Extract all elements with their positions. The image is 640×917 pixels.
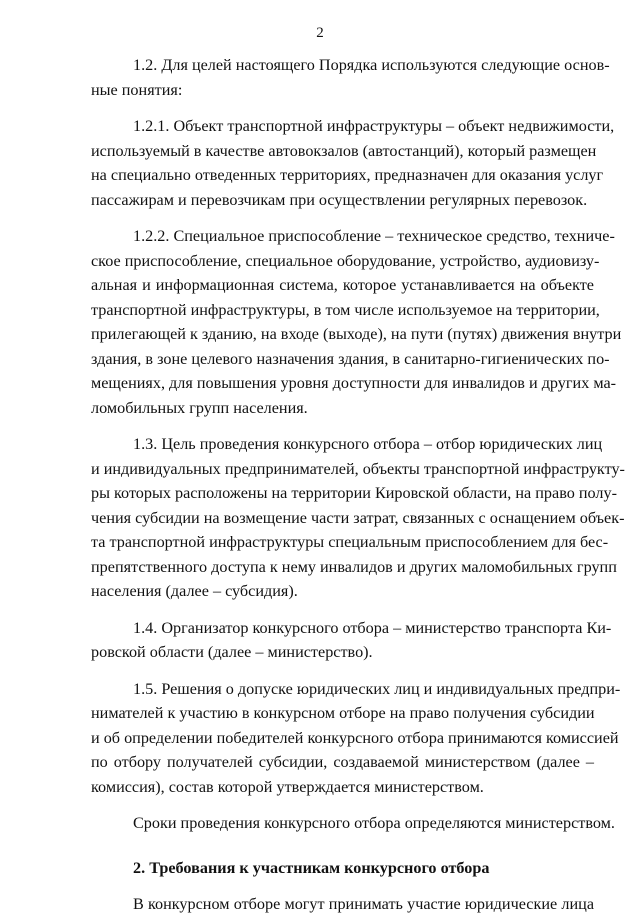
text-line: прилегающей к зданию, на входе (выходе), на пути (путях) движения внутри [91, 325, 622, 343]
text-line: здания, в зоне целевого назначения здания, в санитарно-гигиенических по- [91, 349, 610, 368]
text-line: Сроки проведения конкурсного отбора определяются министерством. [133, 814, 615, 832]
text-line: чения субсидии на возмещение части затрат, связанных с оснащением объек- [91, 508, 625, 527]
text-line: пассажирам и перевозчикам при осуществлении регулярных перевозок. [91, 190, 588, 209]
text-line: нимателей к участию в конкурсном отборе на право получения субсидии [91, 704, 595, 722]
paragraph-gap [91, 665, 594, 677]
paragraph-p1-4 [91, 616, 612, 665]
text-line: та транспортной инфраструктуры специальным приспособлением для бес- [91, 533, 609, 551]
paragraph-p-terms [91, 811, 615, 836]
text-line: 1.5. Решения о допуске юридических лиц и индивидуальных предпри- [133, 679, 621, 698]
text-line: ры которых расположены на территории Кировской области, на право полу- [91, 484, 617, 502]
text-line: транспортной инфраструктуры, в том числе используемое на территории, [91, 300, 600, 319]
text-line: ные понятия: [91, 80, 183, 99]
text-line: по отбору получателей субсидии, создаваемой министерством (далее – [91, 753, 594, 771]
paragraph-gap [91, 799, 594, 811]
text-line: комиссия), состав которой утверждается министерством. [91, 777, 484, 796]
text-line: населения (далее – субсидия). [91, 582, 298, 600]
text-line: ровской области (далее – министерство). [91, 643, 373, 661]
paragraph-gap [91, 102, 594, 114]
text-line: препятственного доступа к нему инвалидов и других маломобильных групп [91, 557, 617, 576]
paragraph-gap [91, 836, 594, 848]
paragraph-gap [91, 420, 594, 432]
text-line: и индивидуальных предпринимателей, объекты транспортной инфраструкту- [91, 459, 625, 478]
section-heading: 2. Требования к участникам конкурсного отбора [133, 858, 490, 877]
paragraph-p1-2 [91, 53, 610, 102]
text-line: 1.4. Организатор конкурсного отбора – министерство транспорта Ки- [133, 618, 612, 637]
text-line: 1.2. Для целей настоящего Порядка используются следующие основ- [133, 56, 610, 74]
text-line: используемый в качестве автовокзалов (автостанций), который размещен [91, 141, 597, 160]
paragraph-p2-1 [91, 892, 594, 917]
text-line: мещениях, для повышения уровня доступности для инвалидов и других ма- [91, 374, 617, 392]
text-line: и об определении победителей конкурсного отбора принимаются комиссией [91, 728, 619, 747]
document-body [91, 53, 625, 917]
paragraph-p1-2-1 [91, 114, 615, 212]
text-line: 1.2.2. Специальное приспособление – техническое средство, техниче- [133, 227, 615, 245]
text-line: ское приспособление, специальное оборудование, устройство, аудиовизу- [91, 251, 600, 270]
text-line: ломобильных групп населения. [91, 398, 308, 417]
paragraph-p1-2-2 [91, 224, 622, 420]
page-number: 2 [316, 25, 324, 41]
paragraph-p1-5 [91, 677, 621, 800]
text-line: 1.3. Цель проведения конкурсного отбора – отбор юридических лиц [133, 435, 603, 453]
paragraph-gap [91, 212, 594, 224]
text-line: В конкурсном отборе могут принимать участие юридические лица [133, 895, 594, 913]
text-line: 1.2.1. Объект транспортной инфраструктуры – объект недвижимости, [133, 117, 615, 135]
text-line: альная и информационная система, которое устанавливается на объекте [91, 276, 594, 294]
paragraph-gap [91, 604, 594, 616]
paragraph-p1-3 [91, 432, 625, 604]
text-line: на специально отведенных территориях, предназначен для оказания услуг [91, 166, 604, 184]
